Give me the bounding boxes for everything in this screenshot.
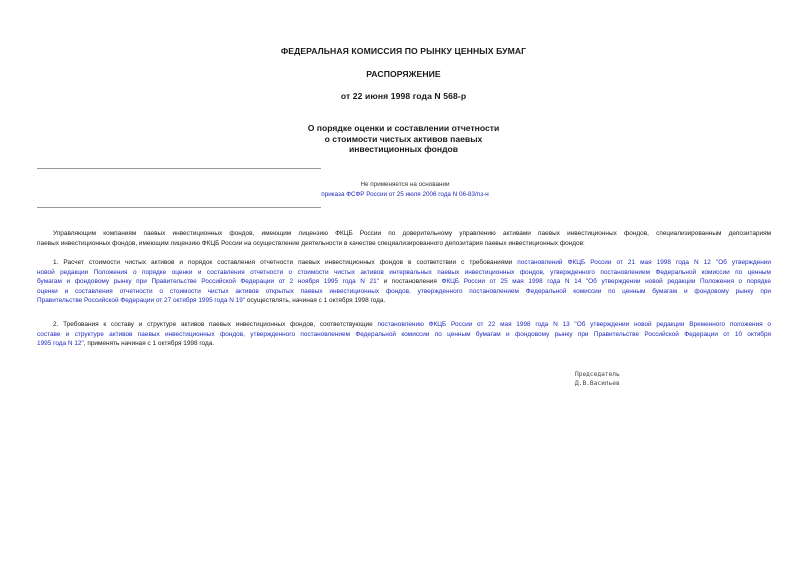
agency-heading: ФЕДЕРАЛЬНАЯ КОМИССИЯ ПО РЫНКУ ЦЕННЫХ БУМАГ (280, 46, 527, 56)
divider-top (37, 168, 321, 169)
signature-position: Председатель (575, 371, 620, 378)
item-1-link-2[interactable]: Правительстве Российской Федерации от 27 октября 1995 года N 19" (37, 297, 246, 304)
document-type-heading: РАСПОРЯЖЕНИЕ (366, 69, 441, 79)
signature-block (575, 370, 620, 388)
divider-bottom (37, 207, 321, 208)
item-1-text: и постановления (378, 278, 442, 285)
preamble-line: паевых инвестиционных фондов, имеющим лицензию ФКЦБ России на осуществление деятельности в качестве специализированного депозитария паевых инвестиционных фондов: (37, 239, 585, 247)
document-date-number: от 22 июня 1998 года N 568-р (340, 91, 467, 101)
item-1-text: осуществлять, начиная с 1 октября 1998 года. (245, 297, 386, 304)
item-2-text: , применять начиная с 1 октября 1998 года. (83, 340, 215, 347)
item-1-link[interactable]: новой редакции Положения о порядке оценки и составления отчетности о стоимости чистых активов интервальных паевых инвестиционных фондов, утвержденного постановлением Федеральной комиссии по ценным (37, 268, 771, 276)
title-line: О порядке оценки и составлении отчетности (307, 123, 500, 133)
item-2-text: 2. Требования к составу и структуре активов паевых инвестиционных фондов, соответствующие (53, 321, 378, 328)
preamble-line: Управляющим компаниям паевых инвестиционных фондов, имеющим лицензию ФКЦБ России по доверительному управлению активами паевых инвестиционных фондов, специализированным депозитариям (53, 230, 771, 237)
item-1-link[interactable]: постановлений ФКЦБ России от 21 мая 1998 года N 12 "Об утверждении (517, 259, 771, 266)
title-line: инвестиционных фондов (348, 144, 459, 154)
signature-name: Д.В.Васильев (575, 380, 620, 387)
item-2-link[interactable]: постановлению ФКЦБ России от 22 мая 1998 года N 13 "Об утверждении новой редакции Временного положения о (377, 321, 772, 328)
item-1-text: 1. Расчет стоимости чистых активов и порядок составления отчетности паевых инвестиционных фондов в соответствии с требованиями (53, 259, 518, 266)
item-1-link-2[interactable]: ФКЦБ России от 25 мая 1998 года N 14 "Об утверждении новой редакции Положения о порядке (441, 278, 772, 285)
item-2-link[interactable]: 1995 года N 12" (37, 340, 84, 347)
item-2-paragraph (37, 320, 771, 349)
notice-text: Не применяется на основании (360, 181, 450, 188)
item-1-link-2[interactable]: оценки и составления отчетности о стоимости чистых активов открытых паевых инвестиционных фондов, утвержденного постановлением Федеральной комиссии по ценным бумагам и фондовому рынку при (37, 287, 771, 295)
item-1-paragraph (37, 258, 771, 306)
title-line: о стоимости чистых активов паевых (324, 133, 483, 144)
notice-link[interactable]: приказа ФСФР России от 25 июля 2006 года N 06-83/пз-н (321, 191, 489, 198)
item-2-link[interactable]: составе и структуре активов паевых инвестиционных фондов, утвержденного постановлением Федеральной комиссии по ценным бумагам и фондовому рынку при Правительстве Российской Федерации от 10 октября (37, 330, 771, 338)
item-1-link[interactable]: бумагам и фондовому рынку при Правительстве Российской Федерации от 2 ноября 1995 года N 21" (37, 278, 379, 285)
preamble-paragraph (37, 229, 771, 248)
document-title (0, 123, 807, 155)
